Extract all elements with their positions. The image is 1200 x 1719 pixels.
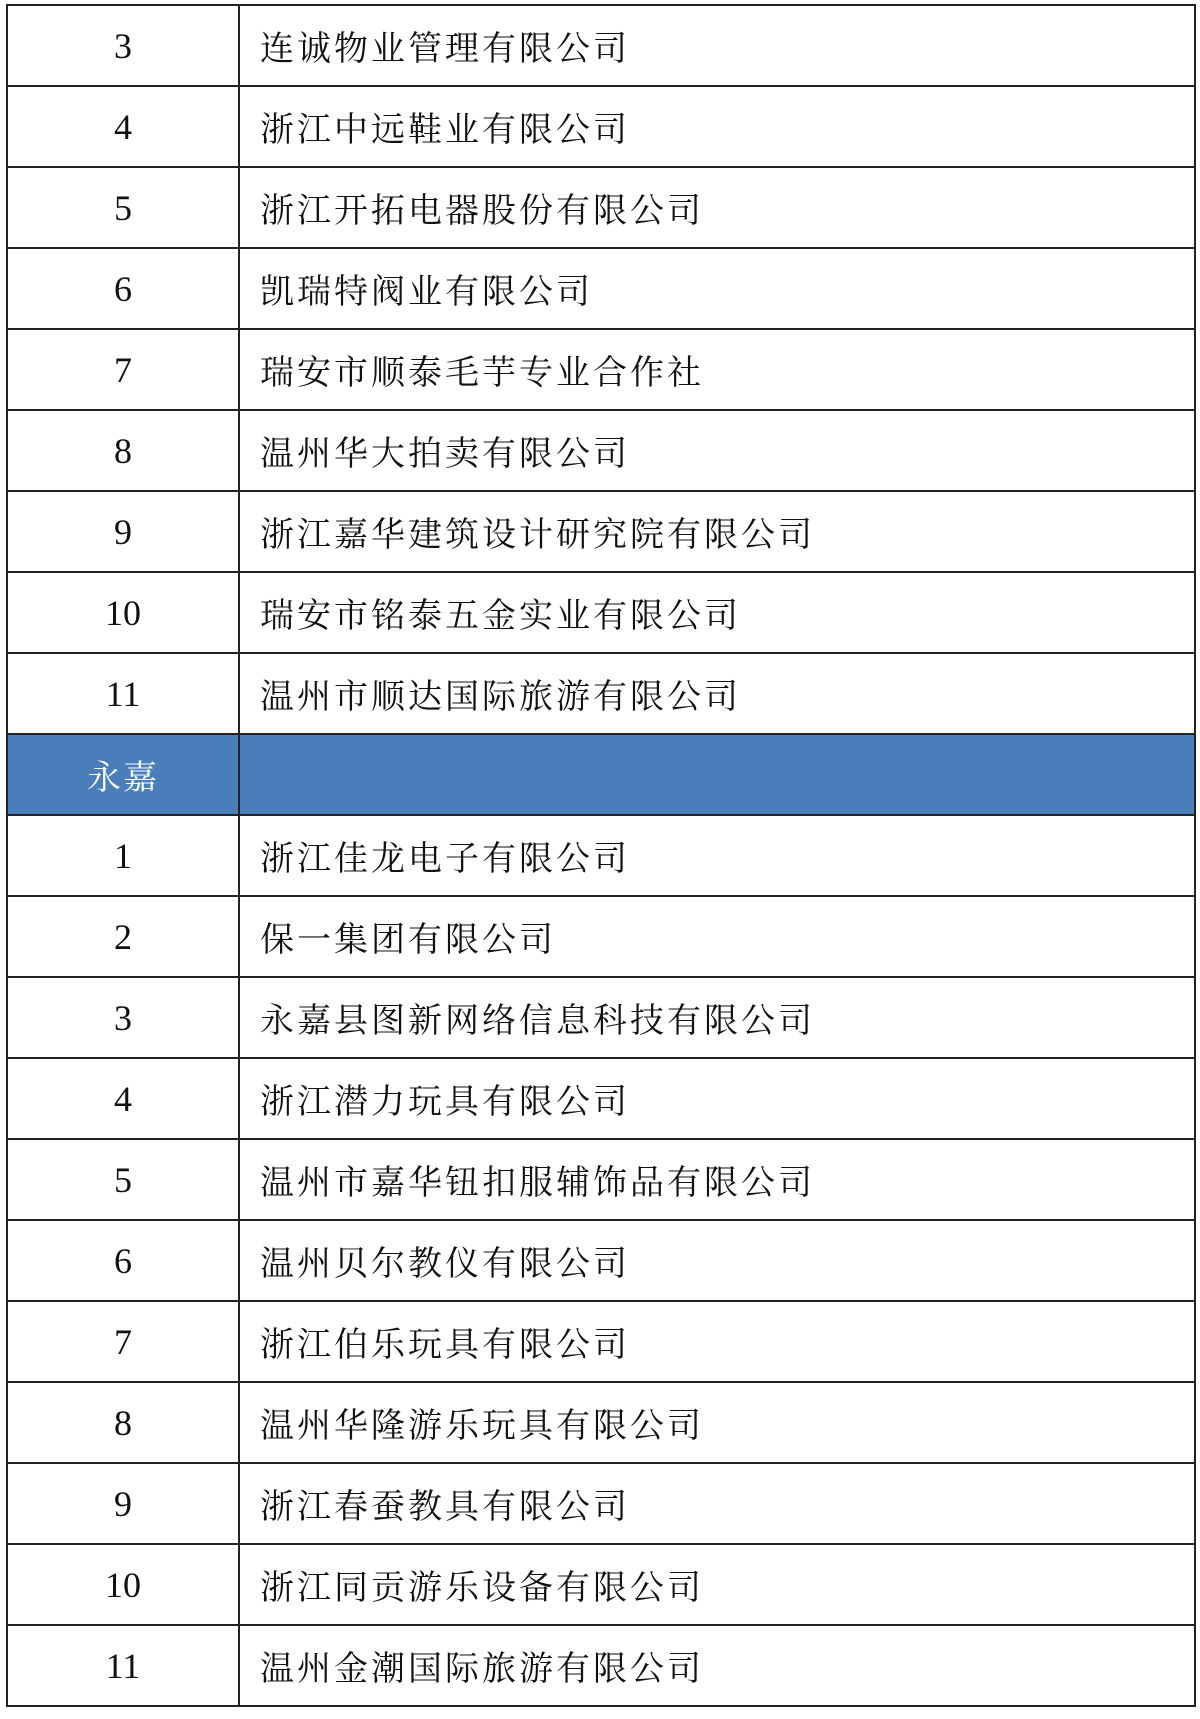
table-row <box>7 167 1195 248</box>
row-number: 6 <box>7 248 239 329</box>
company-name: 温州贝尔教仪有限公司 <box>239 1220 1195 1301</box>
table-row <box>7 248 1195 329</box>
company-list-table <box>6 4 1196 1707</box>
table-row <box>7 1058 1195 1139</box>
table-row <box>7 1544 1195 1625</box>
company-name: 凯瑞特阀业有限公司 <box>239 248 1195 329</box>
table-row <box>7 572 1195 653</box>
row-number: 9 <box>7 1463 239 1544</box>
row-number: 11 <box>7 653 239 734</box>
row-number: 7 <box>7 1301 239 1382</box>
row-number: 5 <box>7 1139 239 1220</box>
row-number: 6 <box>7 1220 239 1301</box>
table-row <box>7 815 1195 896</box>
row-number: 8 <box>7 1382 239 1463</box>
table-row <box>7 1625 1195 1706</box>
table-row <box>7 896 1195 977</box>
row-number: 7 <box>7 329 239 410</box>
table-row <box>7 491 1195 572</box>
table-row <box>7 1463 1195 1544</box>
table-row <box>7 5 1195 86</box>
company-name: 浙江伯乐玩具有限公司 <box>239 1301 1195 1382</box>
row-number: 10 <box>7 1544 239 1625</box>
section-label: 永嘉 <box>7 734 239 815</box>
section-header-row <box>7 734 1195 815</box>
row-number: 4 <box>7 86 239 167</box>
company-name: 浙江嘉华建筑设计研究院有限公司 <box>239 491 1195 572</box>
company-name: 浙江春蚕教具有限公司 <box>239 1463 1195 1544</box>
table-row <box>7 410 1195 491</box>
table-row <box>7 1220 1195 1301</box>
row-number: 2 <box>7 896 239 977</box>
row-number: 10 <box>7 572 239 653</box>
company-name: 浙江开拓电器股份有限公司 <box>239 167 1195 248</box>
company-name: 永嘉县图新网络信息科技有限公司 <box>239 977 1195 1058</box>
section-blank-cell <box>239 734 1195 815</box>
company-name: 温州市顺达国际旅游有限公司 <box>239 653 1195 734</box>
company-name: 浙江潜力玩具有限公司 <box>239 1058 1195 1139</box>
company-name: 温州市嘉华钮扣服辅饰品有限公司 <box>239 1139 1195 1220</box>
company-name: 浙江中远鞋业有限公司 <box>239 86 1195 167</box>
row-number: 5 <box>7 167 239 248</box>
company-name: 温州华隆游乐玩具有限公司 <box>239 1382 1195 1463</box>
row-number: 4 <box>7 1058 239 1139</box>
row-number: 1 <box>7 815 239 896</box>
table-row <box>7 1301 1195 1382</box>
company-name: 浙江佳龙电子有限公司 <box>239 815 1195 896</box>
company-name: 瑞安市顺泰毛芋专业合作社 <box>239 329 1195 410</box>
company-name: 连诚物业管理有限公司 <box>239 5 1195 86</box>
table-row <box>7 329 1195 410</box>
company-name: 保一集团有限公司 <box>239 896 1195 977</box>
row-number: 8 <box>7 410 239 491</box>
row-number: 11 <box>7 1625 239 1706</box>
row-number: 9 <box>7 491 239 572</box>
row-number: 3 <box>7 5 239 86</box>
company-name: 温州金潮国际旅游有限公司 <box>239 1625 1195 1706</box>
company-name: 瑞安市铭泰五金实业有限公司 <box>239 572 1195 653</box>
table-row <box>7 1382 1195 1463</box>
company-name: 温州华大拍卖有限公司 <box>239 410 1195 491</box>
table-row <box>7 1139 1195 1220</box>
table-row <box>7 86 1195 167</box>
row-number: 3 <box>7 977 239 1058</box>
company-name: 浙江同贡游乐设备有限公司 <box>239 1544 1195 1625</box>
table-row <box>7 653 1195 734</box>
table-row <box>7 977 1195 1058</box>
